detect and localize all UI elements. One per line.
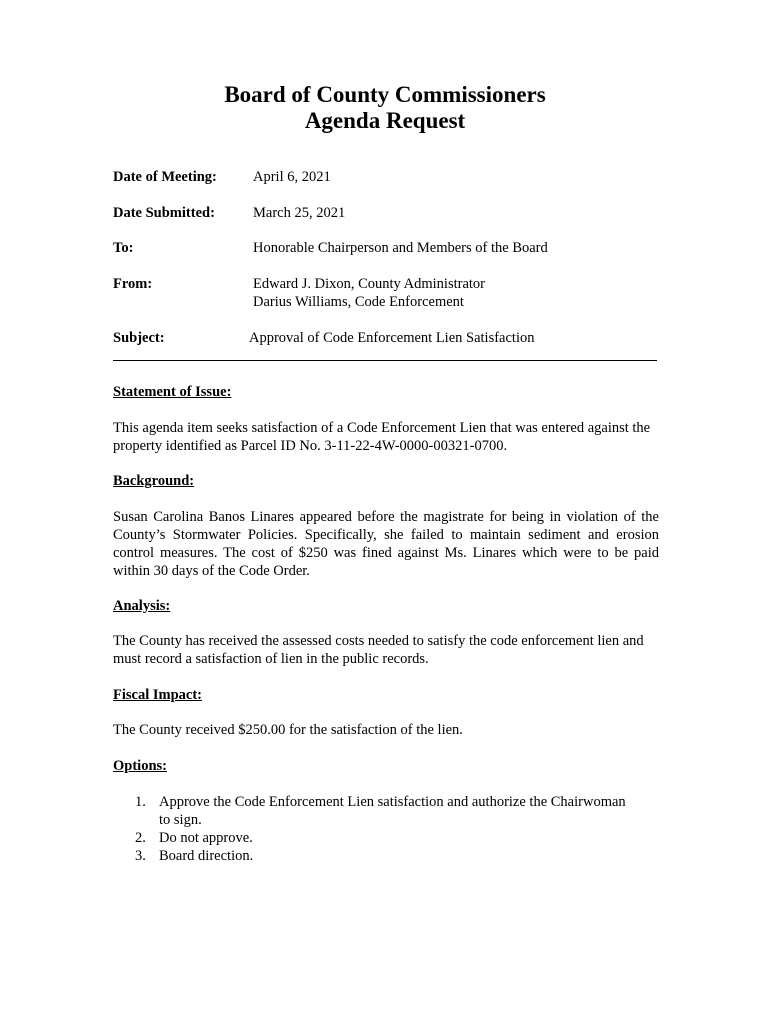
option-item [113,793,659,829]
option-number: 2. [135,830,146,846]
document-title: Board of County Commissioners [224,82,546,107]
from-value-line2: Darius Williams, Code Enforcement [253,294,464,310]
option-number: 3. [135,848,146,864]
subject-value: Approval of Code Enforcement Lien Satisfaction [249,330,535,346]
from-label: From: [113,276,153,292]
subject-label: Subject: [113,330,165,346]
option-text: Approve the Code Enforcement Lien satisfaction and authorize the Chairwoman to sign. [159,794,626,828]
analysis-heading: Analysis: [113,598,171,614]
option-item [113,829,659,847]
fiscal-impact-text: The County received $250.00 for the satisfaction of the lien. [113,722,463,738]
to-value: Honorable Chairperson and Members of the Board [253,240,548,256]
document-subtitle: Agenda Request [304,108,466,133]
date-of-meeting-value: April 6, 2021 [253,169,331,185]
statement-of-issue-text: This agenda item seeks satisfaction of a Code Enforcement Lien that was entered against the property identified as Parcel ID No. 3-11-22-4W-0000-00321-0700. [113,420,651,454]
date-of-meeting-label: Date of Meeting: [113,169,217,185]
fiscal-impact-heading: Fiscal Impact: [113,687,202,703]
date-submitted-value: March 25, 2021 [253,205,346,221]
background-text: Susan Carolina Banos Linares appeared before the magistrate for being in violation of the County’s Stormwater Policies. Specifically, she failed to maintain sediment and erosion control measures. The cost of $250 was fined against Ms. Linares which were to be paid within 30 days of the Code Order. [113,509,659,579]
to-label: To: [113,240,134,256]
date-submitted-label: Date Submitted: [113,205,215,221]
background-heading: Background: [113,473,195,489]
option-number: 1. [135,794,146,810]
analysis-text: The County has received the assessed costs needed to satisfy the code enforcement lien and must record a satisfaction of lien in the public records. [113,633,644,667]
statement-of-issue-heading: Statement of Issue: [113,384,232,400]
options-heading: Options: [113,758,167,774]
option-text: Board direction. [159,848,254,864]
from-value-line1: Edward J. Dixon, County Administrator [253,276,485,292]
option-text: Do not approve. [159,830,253,846]
options-list [113,793,659,865]
option-item [113,847,659,865]
header-divider [113,360,657,361]
